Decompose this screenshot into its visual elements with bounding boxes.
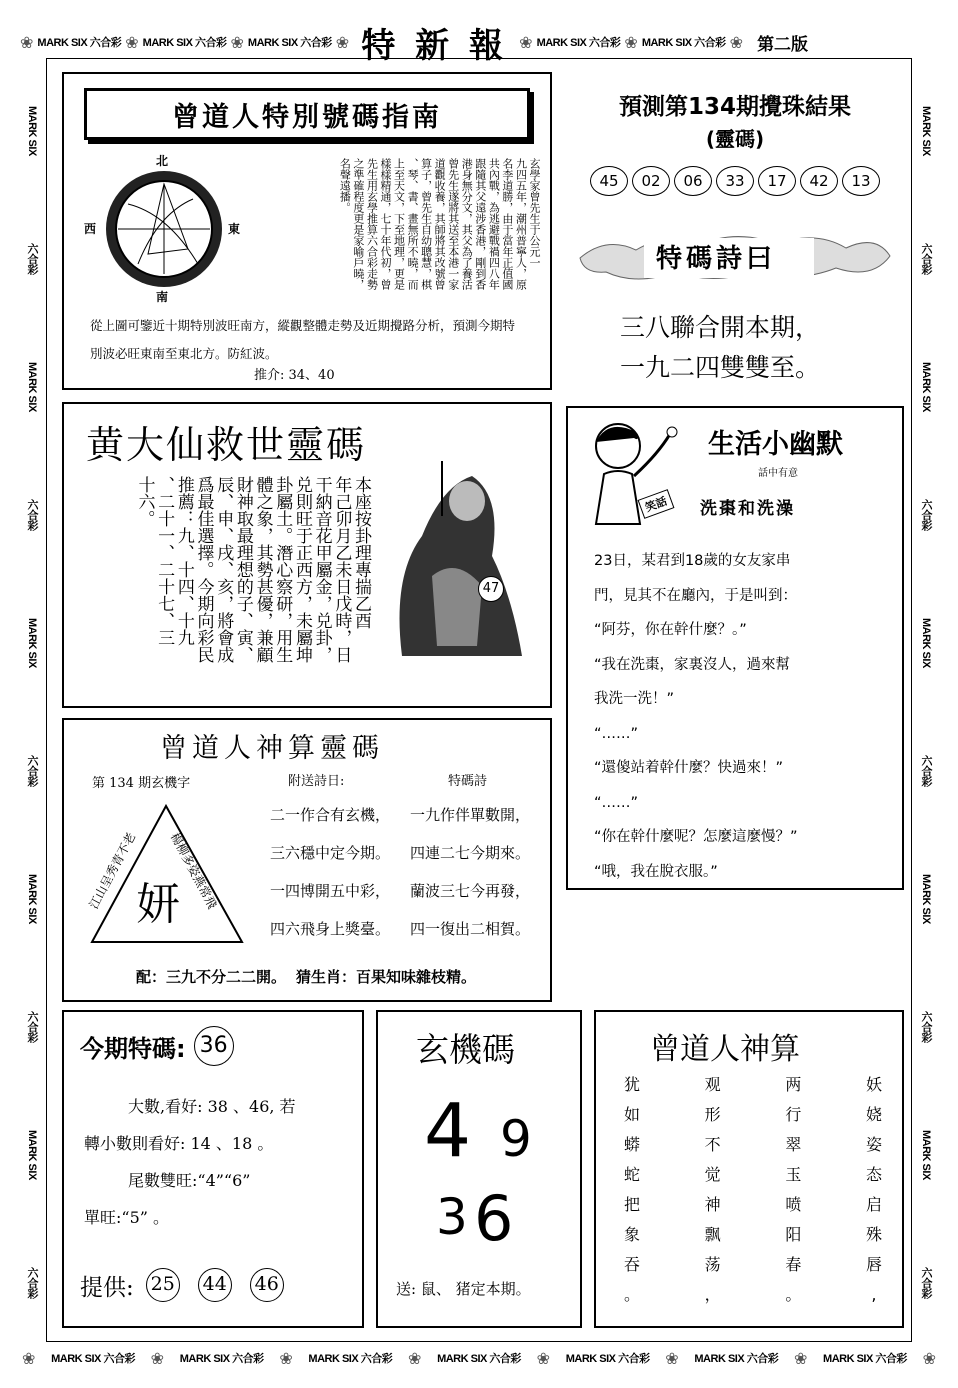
guide-bio-column: 道觀收養，其師將其改號曾 bbox=[433, 158, 447, 290]
sacred-label-poem: 附送詩日: bbox=[288, 774, 345, 789]
current-section bbox=[62, 1010, 364, 1328]
brand-mark: MARK SIX 六合彩 bbox=[37, 37, 122, 49]
divine-section bbox=[594, 1010, 904, 1328]
flower-icon: ❀ bbox=[793, 1348, 808, 1368]
brand-mark: MARK SIX 六合彩 bbox=[179, 1353, 264, 1365]
mystic-section bbox=[376, 1010, 582, 1328]
compass-diagram bbox=[78, 154, 241, 304]
flower-icon: ❀ bbox=[665, 1348, 679, 1368]
poem-left-line: 一四博開五中彩， bbox=[270, 882, 391, 900]
divine-char: 玉 bbox=[785, 1165, 802, 1184]
divine-char: 观 bbox=[704, 1075, 721, 1094]
brand-mark: 六合彩 bbox=[920, 498, 932, 531]
brand-mark: MARK SIX 六合彩 bbox=[694, 1353, 779, 1365]
divine-char: 娆 bbox=[865, 1105, 882, 1124]
humor-section bbox=[566, 406, 904, 890]
mystic-send: 送: 鼠、 猪定本期。 bbox=[396, 1280, 531, 1298]
guide-bio-text bbox=[250, 158, 540, 308]
divine-char: 行 bbox=[785, 1105, 802, 1124]
deity-icon bbox=[382, 456, 532, 666]
divine-char: 翠 bbox=[785, 1135, 802, 1154]
guess-text: 百果知味雜枝精。 bbox=[356, 968, 477, 986]
brand-mark: MARK SIX bbox=[26, 1129, 38, 1180]
poem-left-line: 四六飛身上獎臺。 bbox=[270, 920, 391, 938]
sacred-poem-right bbox=[410, 796, 530, 948]
brand-mark: MARK SIX bbox=[26, 105, 38, 156]
guide-section bbox=[62, 72, 552, 390]
brand-mark: 六合彩 bbox=[26, 1266, 38, 1299]
poem-line-2: 一九二四雙雙至。 bbox=[620, 353, 821, 382]
prediction-number: 13 bbox=[842, 166, 880, 196]
compass-east: 東 bbox=[228, 222, 241, 236]
divine-char: 两 bbox=[785, 1075, 802, 1094]
footer-strip bbox=[22, 1344, 936, 1372]
humor-title: 生活小幽默 bbox=[708, 429, 843, 460]
prediction-title: 預測第134期攪珠結果 bbox=[618, 94, 851, 120]
prediction-number: 33 bbox=[716, 166, 754, 196]
wong-text-column: 、二十一、二十七、三 bbox=[154, 476, 175, 646]
flower-icon: ❀ bbox=[125, 32, 139, 52]
divine-char: 喷 bbox=[785, 1195, 802, 1214]
poem-right-line: 一九作伴單數開， bbox=[410, 806, 531, 824]
current-number: 36 bbox=[194, 1026, 234, 1066]
divine-char: 。 bbox=[785, 1285, 802, 1304]
sacred-section bbox=[62, 718, 552, 1002]
prediction-numbers bbox=[570, 166, 900, 196]
brand-mark: 六合彩 bbox=[26, 754, 38, 787]
flower-icon: ❀ bbox=[407, 1348, 422, 1368]
poem-right-line: 蘭波三七今再發， bbox=[410, 882, 531, 900]
divine-char: 蟒 bbox=[624, 1135, 641, 1154]
flower-icon: ❀ bbox=[22, 1348, 36, 1368]
page-title: 特 新 報 bbox=[361, 25, 507, 66]
divine-char: 。 bbox=[624, 1285, 641, 1304]
divine-char: ， bbox=[704, 1285, 721, 1304]
humor-line: “還傻站着幹什麼？快過來！” bbox=[594, 760, 784, 776]
wong-title: 黄大仙救世靈碼 bbox=[86, 423, 367, 467]
brand-mark: 六合彩 bbox=[920, 1266, 932, 1299]
divine-char: 飘 bbox=[704, 1225, 721, 1244]
sacred-label-special: 特碼詩 bbox=[448, 774, 488, 789]
brand-mark: 六合彩 bbox=[920, 754, 932, 787]
provide-number: 25 bbox=[146, 1268, 180, 1302]
compass-west: 西 bbox=[84, 222, 97, 236]
poem-right-line: 四連二七今期來。 bbox=[410, 844, 531, 862]
guide-bio-column: 九四五年，潮州普寧人，原 bbox=[514, 158, 528, 290]
guide-bio-column: 先生用玄學推算六合彩走勢 bbox=[365, 158, 379, 290]
deity-badge: 47 bbox=[478, 576, 504, 602]
humor-line: “阿芬，你在幹什麼？。” bbox=[594, 622, 747, 638]
triangle-left-text: 江山呈秀青不老 bbox=[86, 830, 139, 912]
brand-mark: MARK SIX bbox=[920, 873, 932, 924]
left-brand-strip bbox=[18, 62, 46, 1342]
wong-text-column: 推薦：九、十四、十九 bbox=[173, 476, 194, 646]
brand-mark: MARK SIX bbox=[920, 617, 932, 668]
right-brand-strip bbox=[912, 62, 940, 1342]
humor-line: “……” bbox=[594, 794, 639, 811]
flower-icon: ❀ bbox=[536, 1348, 551, 1368]
header-brand-group-right bbox=[519, 30, 808, 55]
guide-bio-column: 、琴、書、畫無所不曉，而 bbox=[406, 158, 420, 290]
brand-mark: MARK SIX bbox=[26, 873, 38, 924]
humor-line: “我在洗棗，家裏沒人，過來幫 bbox=[594, 656, 791, 673]
divine-char: 不 bbox=[704, 1135, 721, 1154]
divine-char: 态 bbox=[865, 1165, 882, 1184]
divine-char: 犹 bbox=[624, 1075, 641, 1094]
wong-text bbox=[88, 476, 370, 702]
provide-number: 44 bbox=[198, 1268, 232, 1302]
mystic-title: 玄機碼 bbox=[416, 1030, 515, 1069]
prediction-number: 42 bbox=[800, 166, 838, 196]
brand-mark: MARK SIX bbox=[920, 1129, 932, 1180]
flower-icon: ❀ bbox=[922, 1348, 936, 1368]
poem-banner-text: 特碼詩曰 bbox=[656, 244, 777, 274]
footer-text: 三九不分二二開。 bbox=[166, 968, 287, 986]
mystic-digit: 4 bbox=[424, 1088, 472, 1174]
poem-left-line: 三六穩中定今期。 bbox=[270, 844, 391, 862]
provide-label: 提供: bbox=[80, 1274, 134, 1301]
divine-char: 阳 bbox=[785, 1225, 802, 1244]
brand-mark: 六合彩 bbox=[920, 242, 932, 275]
brand-mark: MARK SIX 六合彩 bbox=[142, 37, 227, 49]
current-line: 單旺:“5” 。 bbox=[84, 1208, 170, 1227]
guide-bio-column: 之準確程度更是家喻戶曉， bbox=[351, 158, 365, 290]
sacred-footer bbox=[136, 966, 476, 987]
current-line: 尾數雙旺:“4”“6” bbox=[128, 1171, 251, 1190]
divine-char: 启 bbox=[865, 1195, 882, 1214]
humor-line: 我洗一洗！” bbox=[594, 691, 675, 707]
flower-icon: ❀ bbox=[279, 1348, 293, 1368]
divine-column bbox=[624, 1074, 640, 1324]
guide-banner-text: 曾道人特別號碼指南 bbox=[172, 101, 442, 133]
provide-row bbox=[80, 1268, 284, 1302]
divine-column bbox=[866, 1074, 882, 1324]
humor-line: “……” bbox=[594, 725, 639, 742]
triangle-big-char: 妍 bbox=[136, 879, 180, 930]
brand-mark: 六合彩 bbox=[26, 1010, 38, 1043]
humor-story bbox=[594, 544, 896, 889]
footer-label: 配： bbox=[136, 968, 167, 986]
sacred-title: 曾道人神算靈碼 bbox=[160, 733, 384, 764]
wong-text-column: 財神取最理想的子、寅、 bbox=[232, 476, 253, 663]
brand-mark: MARK SIX bbox=[26, 617, 38, 668]
deity-figure bbox=[382, 456, 532, 666]
brand-mark: 六合彩 bbox=[920, 1010, 932, 1043]
humor-line: 23日，某君到18歲的女友家串 bbox=[594, 553, 791, 569]
compass-icon bbox=[78, 154, 241, 304]
provide-number: 46 bbox=[250, 1268, 284, 1302]
guide-bio-column: 玄學家曾先生于公元一 bbox=[528, 158, 541, 268]
flower-icon: ❀ bbox=[624, 32, 638, 52]
humor-line: “哦，我在脫衣服。” bbox=[594, 863, 718, 880]
humor-line: “你在幹什麼呢？怎麼這麼慢？” bbox=[594, 829, 798, 845]
brand-mark: MARK SIX bbox=[920, 105, 932, 156]
poem-banner bbox=[576, 228, 894, 286]
divine-char: 吞 bbox=[624, 1255, 641, 1274]
guide-bio-column: 港身無分文，其父為了養活 bbox=[460, 158, 474, 290]
divine-char: , bbox=[871, 1285, 877, 1304]
mystic-triangle bbox=[74, 792, 260, 952]
header-brand-group-left bbox=[20, 33, 349, 52]
wong-text-column: 卦屬土。潛心察研，用生 bbox=[272, 476, 293, 663]
divine-char: 神 bbox=[704, 1195, 721, 1214]
guide-bio-column: 名聲遠播。 bbox=[338, 158, 352, 213]
flower-icon: ❀ bbox=[729, 32, 744, 52]
brand-mark: MARK SIX 六合彩 bbox=[823, 1353, 907, 1365]
wong-text-column: 兑則旺于正西方，未屬坤 bbox=[291, 476, 312, 663]
prediction-number: 06 bbox=[674, 166, 712, 196]
guide-banner bbox=[84, 88, 530, 140]
prediction-section bbox=[570, 76, 900, 396]
guide-bio-column: 算子，曾先生自幼聰慧，棋 bbox=[419, 158, 433, 290]
flower-icon: ❀ bbox=[150, 1348, 165, 1368]
mystic-digit: 9 bbox=[500, 1110, 532, 1168]
flower-icon: ❀ bbox=[519, 32, 533, 52]
wong-text-column: 爲最佳選擇。今期向彩民 bbox=[193, 476, 214, 663]
brand-mark: MARK SIX 六合彩 bbox=[536, 37, 621, 49]
divine-char: 象 bbox=[624, 1225, 641, 1244]
brand-mark: MARK SIX 六合彩 bbox=[641, 37, 726, 49]
divine-column bbox=[785, 1074, 801, 1324]
brand-mark: MARK SIX 六合彩 bbox=[308, 1353, 393, 1365]
humor-subtitle: 洗棗和洗澡 bbox=[700, 499, 795, 519]
mystic-digit: 3 bbox=[436, 1188, 468, 1246]
divine-char: 殊 bbox=[865, 1225, 882, 1244]
humor-tagline: 話中有意 bbox=[758, 468, 798, 479]
divine-char: 姿 bbox=[865, 1135, 882, 1154]
wong-text-column: 十六。 bbox=[134, 476, 155, 527]
flower-icon: ❀ bbox=[335, 32, 350, 52]
divine-char: 觉 bbox=[704, 1165, 721, 1184]
guess-label: 猜生肖： bbox=[296, 968, 357, 986]
wong-text-column: 年己卯月乙未日戊時，日 bbox=[331, 476, 352, 663]
divine-char: 如 bbox=[624, 1105, 641, 1124]
brand-mark: MARK SIX bbox=[26, 361, 38, 412]
prediction-number: 17 bbox=[758, 166, 796, 196]
poem-left-line: 二一作合有玄機， bbox=[270, 806, 391, 824]
brand-mark: 六合彩 bbox=[26, 242, 38, 275]
divine-char: 把 bbox=[624, 1195, 641, 1214]
current-label: 今期特碼: bbox=[80, 1034, 186, 1063]
brand-mark: MARK SIX 六合彩 bbox=[565, 1353, 650, 1365]
divine-title: 曾道人神算 bbox=[650, 1032, 800, 1067]
guide-bio-column: 跟隨其父遠涉香港，剛到香 bbox=[473, 158, 487, 290]
prediction-number: 02 bbox=[632, 166, 670, 196]
prediction-subtitle: (靈碼) bbox=[705, 127, 765, 151]
divine-char: 春 bbox=[785, 1255, 802, 1274]
wong-text-column: 本座按卦理專揣乙酉 bbox=[351, 476, 371, 629]
mystic-digits bbox=[418, 1088, 558, 1268]
cartoon-woman-icon bbox=[578, 414, 688, 532]
compass-north: 北 bbox=[156, 154, 169, 168]
wong-section bbox=[62, 402, 552, 708]
divine-char: 蛇 bbox=[624, 1165, 641, 1184]
current-analysis bbox=[84, 1088, 360, 1236]
guide-bio-column: 曾先生遂將其送至本港一家 bbox=[446, 158, 460, 290]
divine-char: 荡 bbox=[704, 1255, 721, 1274]
wong-text-column: 體之象，其勢甚優，兼顧 bbox=[252, 476, 273, 663]
brand-mark: 六合彩 bbox=[26, 498, 38, 531]
guide-summary: 從上圖可鑒近十期特別波旺南方，縱觀整體走勢及近期攪路分析，預測今期特別波必旺東南至東北方。防紅波。 bbox=[90, 318, 516, 361]
brand-mark: MARK SIX 六合彩 bbox=[247, 37, 332, 49]
divine-char: 妖 bbox=[865, 1075, 882, 1094]
sacred-label-mystic: 第 134 期玄機字 bbox=[92, 776, 191, 791]
current-line: 大數,看好: 38 、46, 若 bbox=[128, 1097, 296, 1116]
guide-bio-column: 樣樣精通，七十年代初，曾 bbox=[378, 158, 392, 290]
compass-south: 南 bbox=[156, 290, 169, 304]
cartoon-figure bbox=[578, 414, 688, 532]
divine-poem bbox=[624, 1074, 882, 1324]
guide-bio-column: 名李道勝，由于當年正值國 bbox=[500, 158, 514, 290]
divine-char: 形 bbox=[704, 1105, 721, 1124]
current-header bbox=[80, 1026, 234, 1066]
sacred-poem-left bbox=[270, 796, 390, 948]
guide-bio-column: 上至天文，下至地理，更是 bbox=[392, 158, 406, 290]
guide-bio-column: 共內戰，為逃避戰禍四八年 bbox=[487, 158, 501, 290]
poem-right-line: 四一復出二相賀。 bbox=[410, 920, 531, 938]
triangle-right-text: 楊柳多姿燕常飛 bbox=[167, 830, 220, 912]
wong-text-column: 辰、申、戌、亥，將會成 bbox=[213, 476, 234, 663]
prediction-number: 45 bbox=[590, 166, 628, 196]
flower-icon: ❀ bbox=[20, 32, 34, 52]
wong-text-column: 干納音花甲屬金，兑卦， bbox=[311, 476, 332, 663]
cartoon-sign: 笑話 bbox=[638, 489, 675, 519]
flower-icon: ❀ bbox=[230, 32, 244, 52]
humor-line: 門，見其不在廳內，于是叫到： bbox=[594, 587, 797, 604]
brand-mark: MARK SIX 六合彩 bbox=[51, 1353, 135, 1365]
divine-column bbox=[705, 1074, 721, 1324]
header-strip bbox=[20, 25, 940, 66]
guide-recommend: 推介: 34、40 bbox=[254, 368, 335, 383]
brand-mark: MARK SIX 六合彩 bbox=[437, 1353, 521, 1365]
brand-mark: MARK SIX bbox=[920, 361, 932, 412]
current-line: 轉小數則看好: 14 、18 。 bbox=[84, 1134, 274, 1153]
mystic-digit: 6 bbox=[474, 1182, 514, 1255]
provide-numbers bbox=[146, 1268, 284, 1302]
divine-char: 唇 bbox=[865, 1255, 882, 1274]
page-label: 第二版 bbox=[757, 34, 809, 55]
poem-line-1: 三八聯合開本期， bbox=[620, 313, 821, 342]
